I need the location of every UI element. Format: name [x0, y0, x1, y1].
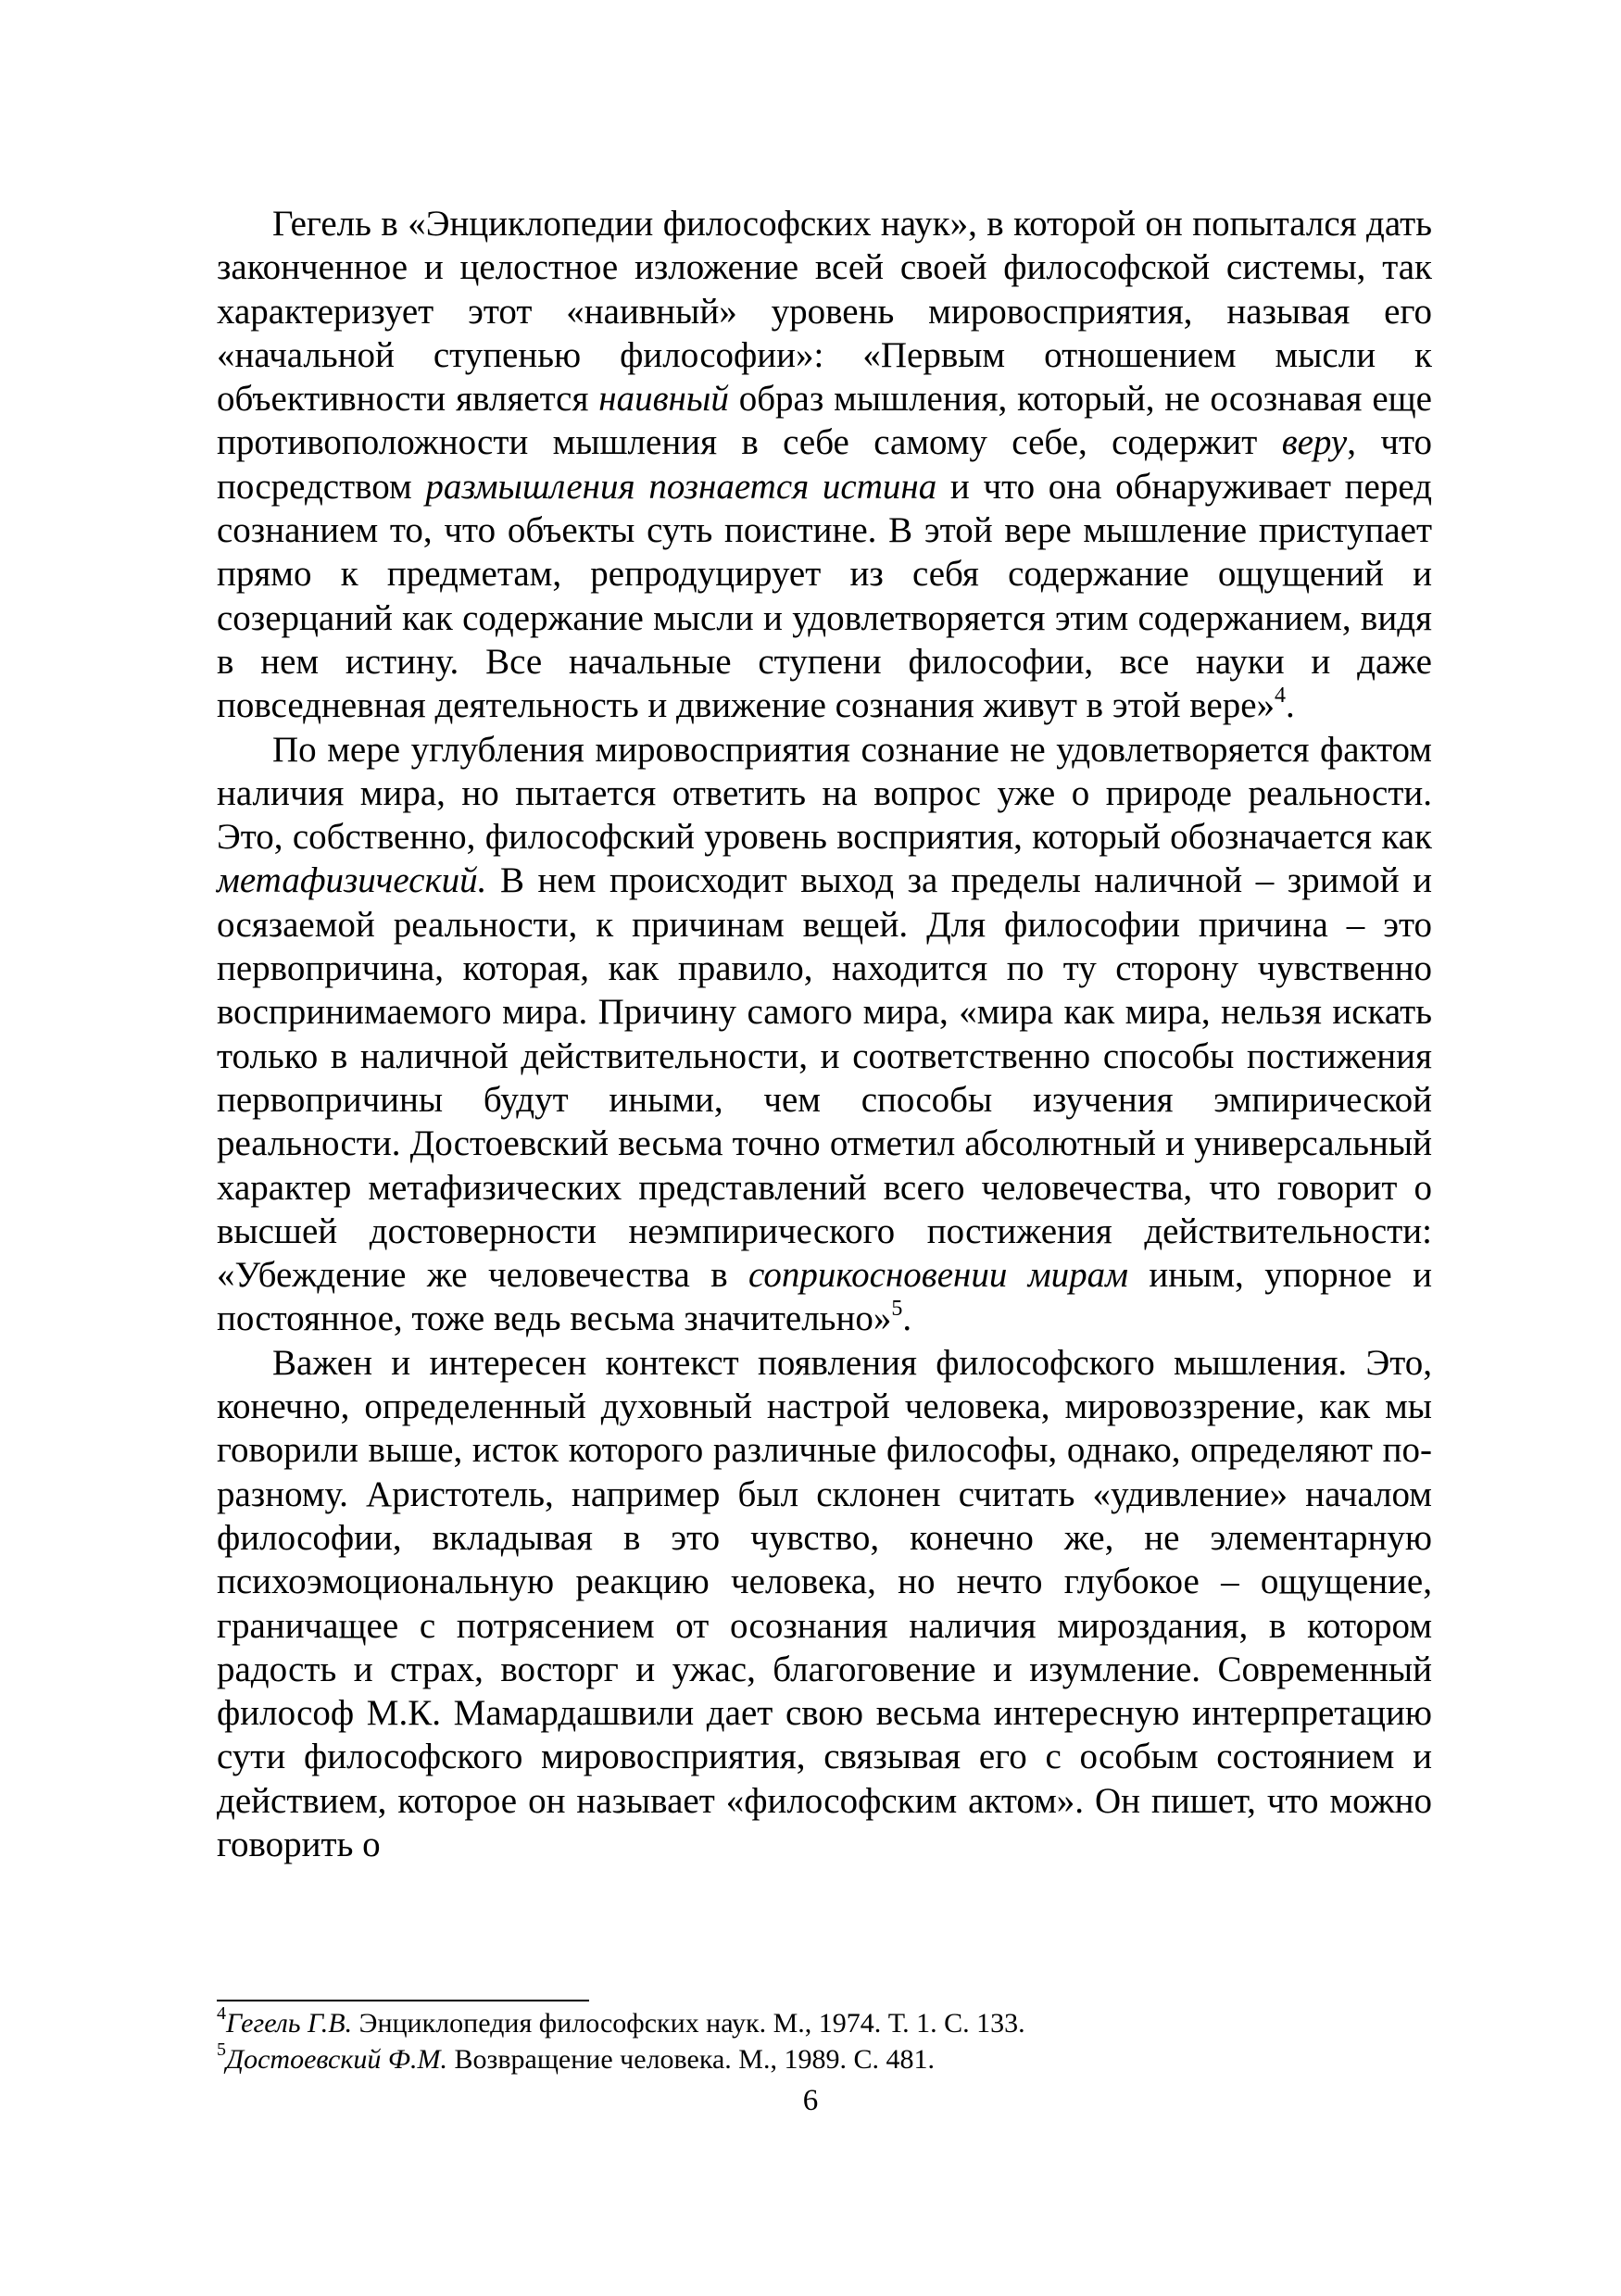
paragraph-1 — [217, 202, 1432, 728]
italic-text: метафизический. — [217, 860, 487, 901]
italic-text: соприкосновении мирам — [748, 1255, 1129, 1296]
text-segment: В нем происходит выход за пределы наличной – зримой и осязаемой реальности, к причинам вещей. Для философии причина – это первопричина, которая, как правило, находится по ту сторону чувственно воспринимаемого мира. Причину самого мира, «мира как мира, нельзя искать только в наличной действительности, и соответственно способы постижения первопричины будут иными, чем способы изучения эмпирической реальности. Достоевский весьма точно отметил абсолютный и универсальный характер метафизических представлений всего человечества, что говорит о высшей достоверности неэмпирического постижения действительности: «Убеждение же человечества в — [217, 860, 1432, 1296]
footnote-number: 4 — [217, 2003, 226, 2024]
text-segment: . — [1286, 685, 1295, 726]
text-segment: Важен и интересен контекст появления философского мышления. Это, конечно, определенный духовный настрой человека, мировоззрение, как мы говорили выше, исток которого различные философы, однако, определяют по-разному. Аристотель, например был склонен считать «удивление» началом философии, вкладывая в это чувство, конечно же, не элементарную психоэмоциональную реакцию человека, но нечто глубокое – ощущение, граничащее с потрясением от осознания наличия мироздания, в котором радость и страх, восторг и ужас, благоговение и изумление. Современный философ М.К. Мамардашвили дает свою весьма интересную интерпретацию сути философского мировосприятия, связывая его с особым состоянием и действием, которое он называет «философским актом». Он пишет, что можно говорить о — [217, 1342, 1432, 1864]
italic-text: веру — [1281, 422, 1348, 463]
body-text — [217, 202, 1432, 1866]
footnotes — [217, 2005, 1432, 2077]
italic-text: наивный — [598, 379, 729, 420]
text-segment: образ мышления, который, не осознавая еще противоположности мышления в себе самому себе, содержит — [217, 379, 1432, 463]
text-segment: иным, упорное и постоянное, тоже ведь весьма значительно» — [217, 1255, 1432, 1339]
footnote-author: Достоевский Ф.М. — [226, 2044, 447, 2075]
text-segment: и что она обнаруживает перед сознанием то, что объекты суть поистине. В этой вере мышление приступает прямо к предметам, репродуцирует из себя содержание ощущений и созерцаний как содержание мысли и удовлетворяется этим содержанием, видя в нем истину. Все начальные ступени философии, все науки и даже повседневная деятельность и движение сознания живут в этой вере» — [217, 466, 1432, 726]
footnote-text: Возвращение человека. М., 1989. С. 481. — [446, 2044, 935, 2075]
footnote-reference: 4 — [1275, 684, 1287, 709]
text-segment: По мере углубления мировосприятия сознание не удовлетворяется фактом наличия мира, но пытается ответить на вопрос уже о природе реальности. Это, собственно, философский уровень восприятия, который обозначается как — [217, 729, 1432, 858]
italic-text: размышления познается истина — [425, 466, 937, 507]
text-segment: Гегель в «Энциклопедии философских наук», в которой он попытался дать законченное и целостное изложение всей своей философской системы, так характеризует этот «наивный» уровень мировосприятия, называя его «начальной ступенью философии»: «Первым отношением мысли к объективности является — [217, 204, 1432, 420]
page-number: 6 — [802, 2084, 819, 2117]
footnote-5 — [217, 2041, 1432, 2077]
text-segment: . — [902, 1299, 912, 1339]
footnote-4 — [217, 2005, 1432, 2041]
footnote-number: 5 — [217, 2039, 226, 2060]
paragraph-3 — [217, 1341, 1432, 1867]
text-segment: , что посредством — [217, 422, 1432, 507]
footnote-reference: 5 — [891, 1297, 903, 1322]
footnote-text: Энциклопедия философских наук. М., 1974. Т. 1. С. 133. — [352, 2008, 1025, 2039]
footnote-separator — [217, 2000, 589, 2001]
paragraph-2 — [217, 728, 1432, 1341]
footnote-author: Гегель Г.В. — [226, 2008, 353, 2039]
